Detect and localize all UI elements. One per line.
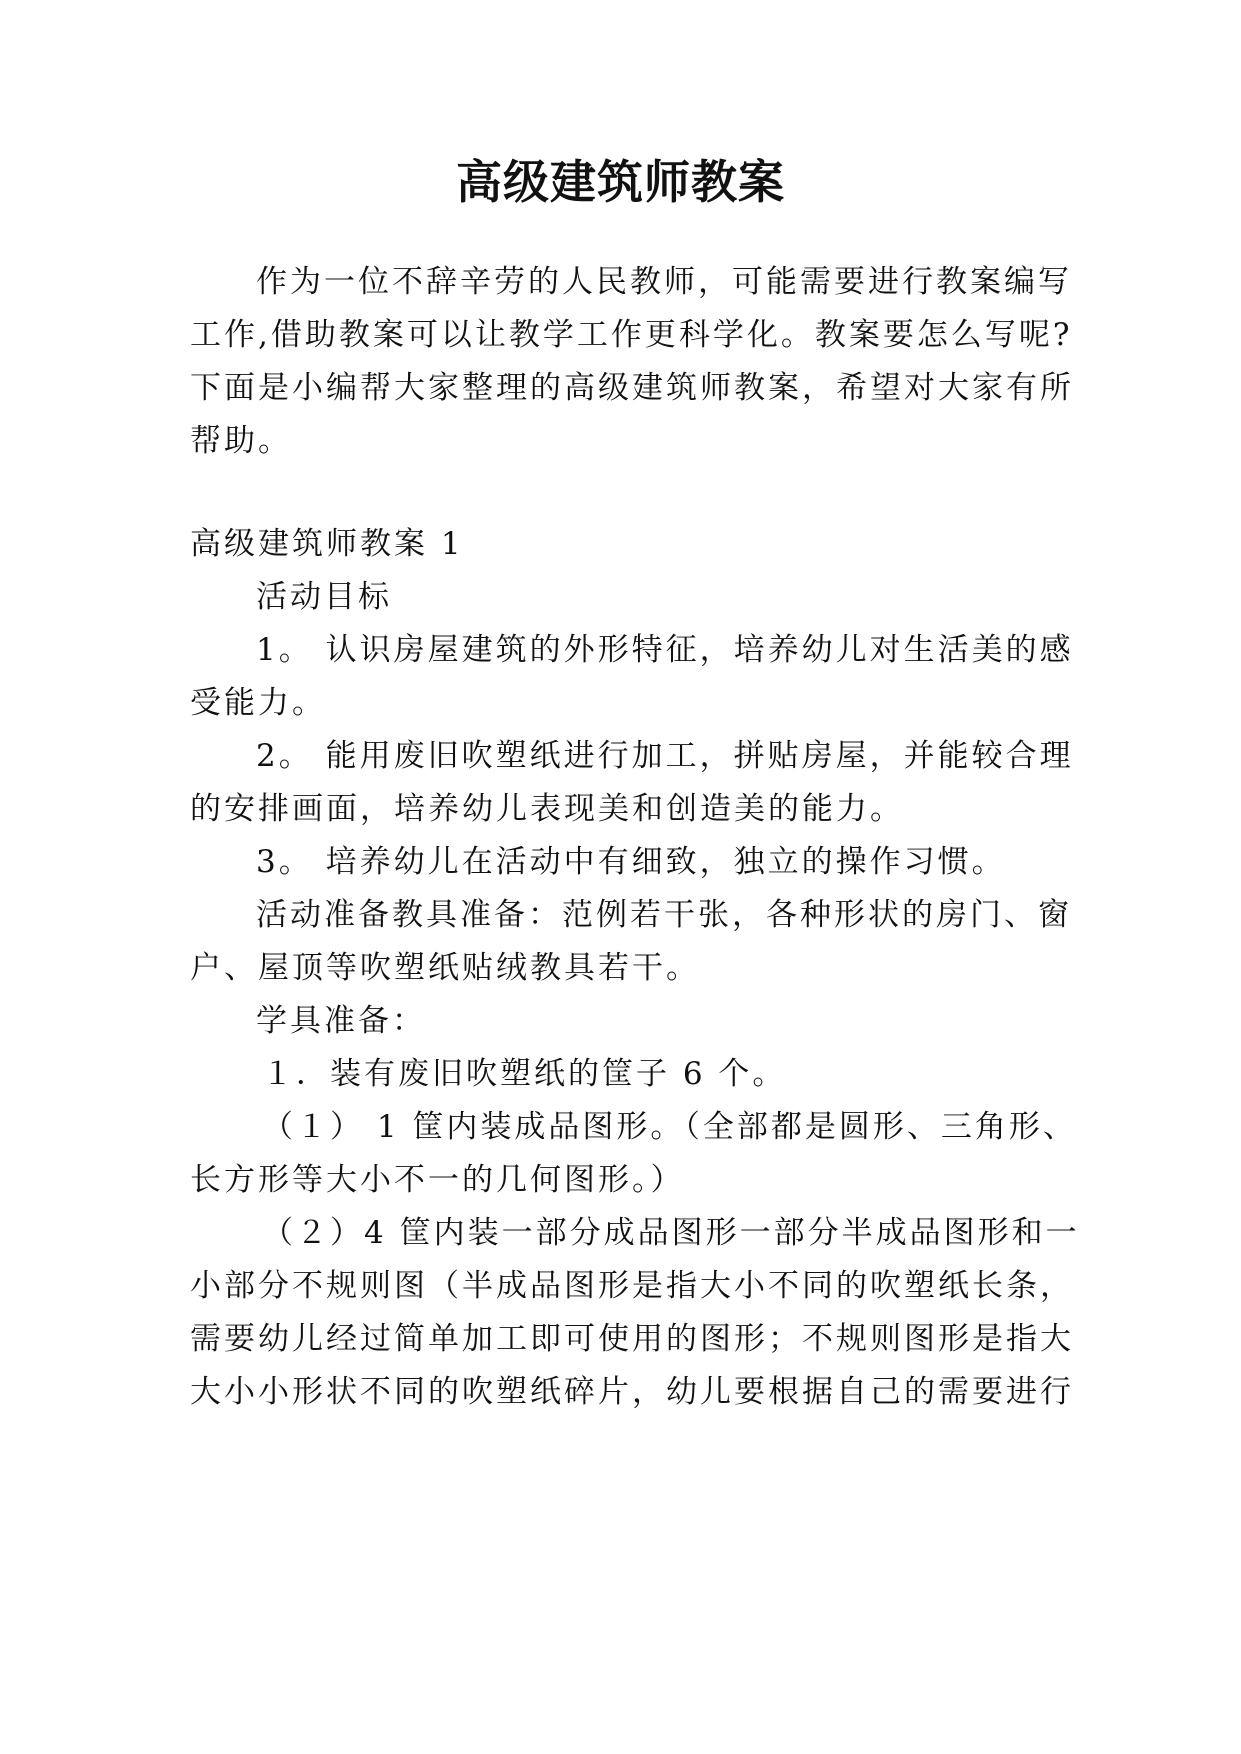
body-line-3: 受能力。 xyxy=(190,685,326,721)
section-heading: 高级建筑师教案 1 xyxy=(190,526,464,562)
body-line-5: 的安排画面，培养幼儿表现美和创造美的能力。 xyxy=(190,791,904,827)
body-line-13: （２）4 筐内装一部分成品图形一部分半成品图形和一 xyxy=(262,1215,1080,1251)
body-line-1: 活动目标 xyxy=(256,579,392,615)
intro-line-4: 帮助。 xyxy=(190,423,292,459)
intro-line-1: 作为一位不辞辛劳的人民教师，可能需要进行教案编写 xyxy=(256,264,1072,300)
body-line-15: 需要幼儿经过简单加工即可使用的图形；不规则图形是指大 xyxy=(190,1321,1074,1357)
intro-line-2: 工作,借助教案可以让教学工作更科学化。教案要怎么写呢? xyxy=(190,317,1073,353)
body-line-6: 3。 培养幼儿在活动中有细致，独立的操作习惯。 xyxy=(256,844,1006,880)
intro-line-3: 下面是小编帮大家整理的高级建筑师教案，希望对大家有所 xyxy=(190,370,1074,406)
document-title: 高级建筑师教案 xyxy=(456,155,785,209)
body-line-7: 活动准备教具准备：范例若干张，各种形状的房门、窗 xyxy=(256,897,1072,933)
body-line-2: 1。 认识房屋建筑的外形特征，培养幼儿对生活美的感 xyxy=(256,632,1074,668)
body-line-12: 长方形等大小不一的几何图形。） xyxy=(190,1162,685,1198)
body-line-16: 大小小形状不同的吹塑纸碎片，幼儿要根据自己的需要进行 xyxy=(190,1374,1074,1410)
body-line-9: 学具准备： xyxy=(256,1003,426,1039)
body-line-4: 2。 能用废旧吹塑纸进行加工，拼贴房屋，并能较合理 xyxy=(256,738,1074,774)
body-line-8: 户、屋顶等吹塑纸贴绒教具若干。 xyxy=(190,950,700,986)
body-line-14: 小部分不规则图（半成品图形是指大小不同的吹塑纸长条， xyxy=(190,1268,1074,1304)
body-line-11: （１） 1 筐内装成品图形。（全部都是圆形、三角形、 xyxy=(262,1109,1077,1145)
body-line-10: １．装有废旧吹塑纸的筐子 6 个。 xyxy=(262,1056,787,1092)
